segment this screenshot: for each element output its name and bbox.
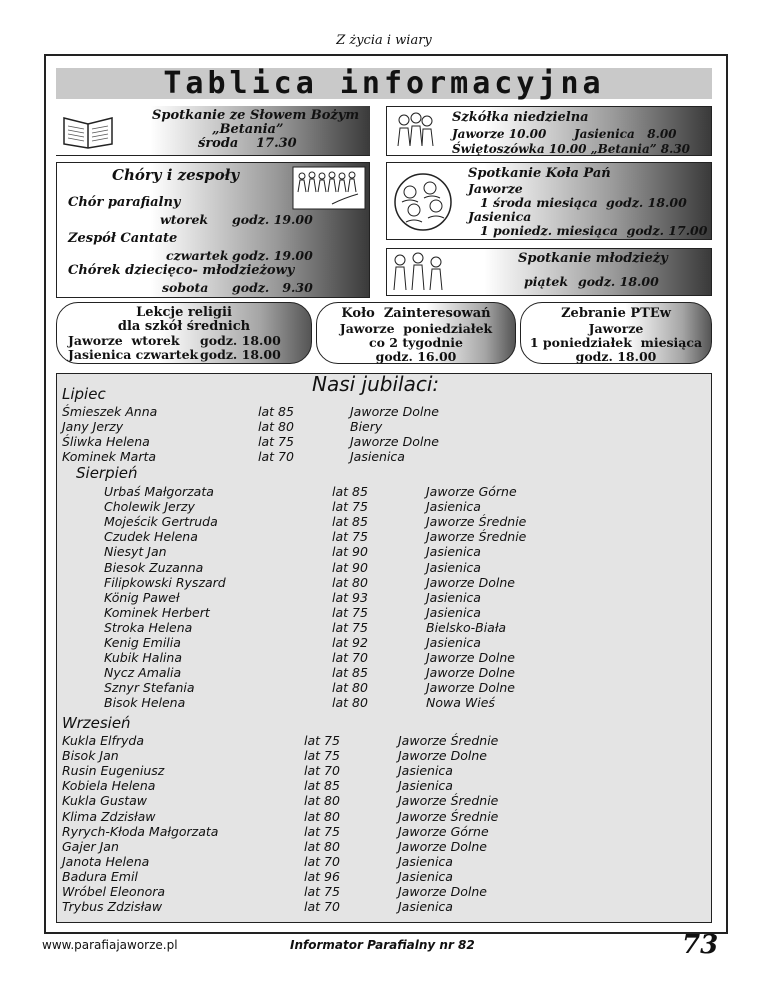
jubilee-age: lat 70: [304, 853, 340, 869]
jubilee-name: Biesok Zuzanna: [104, 559, 204, 575]
jubilee-age: lat 80: [332, 695, 368, 711]
mlodziez-day: piątek: [524, 274, 568, 289]
jubilee-place: Nowa Wieś: [426, 695, 495, 711]
jubilee-age: lat 85: [332, 484, 368, 499]
chory-title: Chóry i zespoły: [112, 166, 240, 184]
jubilee-name: Wróbel Eleonora: [62, 884, 166, 899]
jubilee-name: Kukla Gustaw: [62, 793, 148, 809]
jubilee-name: Rusin Eugeniusz: [62, 763, 165, 779]
jubilee-place: Jasienica: [398, 899, 453, 915]
jubilee-place: Jaworze Górne: [426, 484, 517, 499]
jubilee-place: Jaworze Dolne: [426, 665, 515, 681]
jubilee-name: Kominek Herbert: [104, 604, 210, 620]
lekcje-row1-day: Jaworze wtorek: [68, 333, 180, 348]
ptew-line2: 1 poniedziałek miesiąca: [529, 335, 703, 350]
jubilee-place: Jaworze Dolne: [398, 838, 487, 854]
footer-publication: Informator Parafialny nr 82: [290, 938, 475, 952]
jubilee-place: Jaworze Średnie: [426, 529, 527, 545]
jubilee-place: Jaworze Średnie: [398, 793, 499, 809]
ptew-title: Zebranie PTEw: [561, 306, 671, 321]
jubilee-name: Kominek Marta: [62, 449, 157, 465]
jubilee-name: Mojeścik Gertruda: [104, 514, 218, 530]
jubilee-age: lat 80: [332, 680, 368, 696]
kolo-pan-place1: Jaworze: [468, 181, 523, 196]
jubilee-place: Jaworze Dolne: [426, 574, 515, 590]
youth-group-icon: [390, 250, 450, 294]
women-circle-icon: [390, 172, 456, 232]
jubilee-place: Jaworze Dolne: [398, 884, 487, 899]
ptew-line3: godz. 18.00: [575, 349, 657, 364]
jubilee-name: Gajer Jan: [62, 838, 119, 854]
jubilee-name: Trybus Zdzisław: [62, 899, 163, 915]
jubilaci-title: Nasi jubilaci:: [312, 372, 440, 396]
chorek-name: Chórek dziecięco- młodzieżowy: [68, 263, 295, 278]
jubilee-place: Jaworze Dolne: [426, 680, 515, 696]
szkolka-title: Szkółka niedzielna: [452, 110, 589, 125]
jubilee-age: lat 92: [332, 635, 368, 650]
kolo-zaint-title: Koło Zainteresowań: [341, 306, 491, 321]
betania-time: 17.30: [256, 136, 297, 151]
ptew-line1: Jaworze: [588, 321, 644, 336]
szkolka-jaworze: Jaworze 10.00: [452, 127, 547, 141]
jubilee-age: lat 80: [304, 838, 340, 854]
jubilee-age: lat 80: [258, 419, 294, 435]
jubilee-name: Kubik Halina: [104, 650, 182, 666]
jubilee-place: Jaworze Górne: [398, 823, 489, 839]
zespol-cantate-day: czwartek: [166, 248, 229, 263]
children-group-icon: [392, 110, 438, 150]
jubilee-name: Sznyr Stefania: [104, 680, 195, 696]
betania-name: „Betania”: [212, 122, 284, 137]
jubilee-place: Jasienica: [398, 778, 453, 794]
jubilee-name: Urbaś Małgorzata: [104, 484, 214, 499]
chorek-day: sobota: [162, 280, 209, 295]
jubilee-name: Jany Jerzy: [62, 419, 124, 435]
kolo-zaint-line2: co 2 tygodnie: [369, 335, 463, 350]
zespol-cantate-name: Zespół Cantate: [68, 231, 178, 246]
jubilee-place: Jaworze Dolne: [350, 404, 439, 419]
jubilee-age: lat 85: [332, 665, 368, 681]
jubilee-name: Śliwka Helena: [62, 434, 150, 450]
jubilee-name: Nycz Amalia: [104, 665, 182, 681]
jubilee-age: lat 75: [304, 884, 340, 899]
jubilee-age: lat 70: [332, 650, 368, 666]
jubilee-age: lat 90: [332, 544, 368, 560]
jubilee-place: Jaworze Dolne: [350, 434, 439, 450]
banner-title: Tablica informacyjna: [56, 68, 712, 99]
jubilee-age: lat 85: [332, 514, 368, 530]
jubilee-name: Bisok Helena: [104, 695, 186, 711]
jubilee-age: lat 80: [332, 574, 368, 590]
jubilee-age: lat 75: [258, 434, 294, 450]
jubilee-age: lat 80: [304, 808, 340, 824]
month-heading: Sierpień: [76, 464, 138, 482]
jubilee-place: Jaworze Dolne: [398, 748, 487, 764]
kolo-pan-time1: godz. 18.00: [606, 195, 687, 210]
jubilee-name: Czudek Helena: [104, 529, 198, 545]
lekcje-title2: dla szkół średnich: [117, 319, 251, 334]
jubilee-place: Jasienica: [398, 853, 453, 869]
jubilee-place: Jasienica: [426, 604, 481, 620]
jubilee-name: König Paweł: [104, 589, 180, 605]
jubilee-name: Stroka Helena: [104, 619, 193, 635]
betania-day: środa: [198, 136, 239, 151]
jubilee-place: Jaworze Średnie: [398, 733, 499, 748]
jubilee-place: Jaworze Dolne: [426, 650, 515, 666]
section-header: Z życia i wiary: [336, 33, 432, 48]
jubilee-name: Cholewik Jerzy: [104, 499, 195, 515]
jubilee-name: Janota Helena: [62, 853, 150, 869]
jubilee-age: lat 70: [304, 763, 340, 779]
kolo-zaint-line1: Jaworze poniedziałek: [339, 321, 493, 336]
jubilee-name: Badura Emil: [62, 868, 138, 884]
lekcje-title1: Lekcje religii: [136, 305, 232, 320]
jubilee-place: Jaworze Średnie: [398, 808, 499, 824]
jubilee-place: Jasienica: [426, 635, 481, 650]
jubilee-age: lat 75: [304, 823, 340, 839]
lekcje-row1-time: godz. 18.00: [200, 333, 281, 348]
jubilee-name: Bisok Jan: [62, 748, 119, 764]
jubilee-age: lat 96: [304, 868, 340, 884]
month-heading: Wrzesień: [62, 714, 131, 732]
jubilee-name: Niesyt Jan: [104, 544, 167, 560]
jubilee-age: lat 75: [332, 499, 368, 515]
jubilee-age: lat 85: [258, 404, 294, 419]
jubilee-age: lat 75: [332, 529, 368, 545]
jubilee-place: Jasienica: [426, 589, 481, 605]
jubilee-name: Klima Zdzisław: [62, 808, 156, 824]
jubilee-place: Jasienica: [398, 868, 453, 884]
month-heading: Lipiec: [62, 385, 106, 403]
jubilee-name: Kukla Elfryda: [62, 733, 145, 748]
jubilee-name: Kenig Emilia: [104, 635, 181, 650]
jubilee-age: lat 85: [304, 778, 340, 794]
page-number: 73: [682, 930, 719, 960]
mlodziez-time: godz. 18.00: [578, 274, 659, 289]
kolo-pan-title: Spotkanie Koła Pań: [468, 166, 611, 181]
jubilee-place: Bielsko-Biała: [426, 619, 507, 635]
jubilee-name: Kobiela Helena: [62, 778, 156, 794]
zespol-cantate-time: godz. 19.00: [232, 248, 313, 263]
jubilee-place: Jasienica: [398, 763, 453, 779]
open-bible-icon: [60, 108, 116, 150]
jubilee-age: lat 70: [258, 449, 294, 465]
szkolka-swietoszowka: Świętoszówka 10.00 „Betania” 8.30: [452, 142, 691, 156]
kolo-zaint-line3: godz. 16.00: [375, 349, 457, 364]
jubilee-age: lat 70: [304, 899, 340, 915]
lekcje-row2-day: Jasienica czwartek: [68, 347, 199, 362]
jubilee-place: Jasienica: [426, 544, 481, 560]
kolo-pan-when1: 1 środa miesiąca: [480, 195, 598, 210]
betania-title: Spotkanie ze Słowem Bożym: [152, 108, 360, 123]
chor-parafialny-day: wtorek: [160, 212, 209, 227]
footer-url: www.parafiajaworze.pl: [42, 938, 178, 952]
jubilee-age: lat 75: [332, 619, 368, 635]
lekcje-row2-time: godz. 18.00: [200, 347, 281, 362]
jubilee-age: lat 75: [304, 748, 340, 764]
jubilee-place: Jaworze Średnie: [426, 514, 527, 530]
jubilee-name: Filipkowski Ryszard: [104, 574, 226, 590]
jubilee-age: lat 80: [304, 793, 340, 809]
jubilee-name: Śmieszek Anna: [62, 404, 158, 419]
jubilee-age: lat 93: [332, 589, 368, 605]
mlodziez-title: Spotkanie młodzieży: [518, 251, 668, 266]
jubilee-place: Jasienica: [426, 499, 481, 515]
jubilee-age: lat 90: [332, 559, 368, 575]
chor-parafialny-name: Chór parafialny: [68, 195, 181, 210]
jubilee-place: Jasienica: [350, 449, 405, 465]
chorek-time: godz. 9.30: [232, 280, 313, 295]
kolo-pan-place2: Jasienica: [468, 209, 532, 224]
jubilee-age: lat 75: [304, 733, 340, 748]
kolo-pan-when2: 1 poniedz. miesiąca godz. 17.00: [480, 223, 708, 238]
jubilee-place: Biery: [350, 419, 383, 435]
choir-icon: [292, 166, 366, 210]
szkolka-jasienica: Jasienica 8.00: [574, 127, 677, 141]
jubilee-place: Jasienica: [426, 559, 481, 575]
jubilee-age: lat 75: [332, 604, 368, 620]
chor-parafialny-time: godz. 19.00: [232, 212, 313, 227]
jubilee-name: Ryrych-Kłoda Małgorzata: [62, 823, 219, 839]
